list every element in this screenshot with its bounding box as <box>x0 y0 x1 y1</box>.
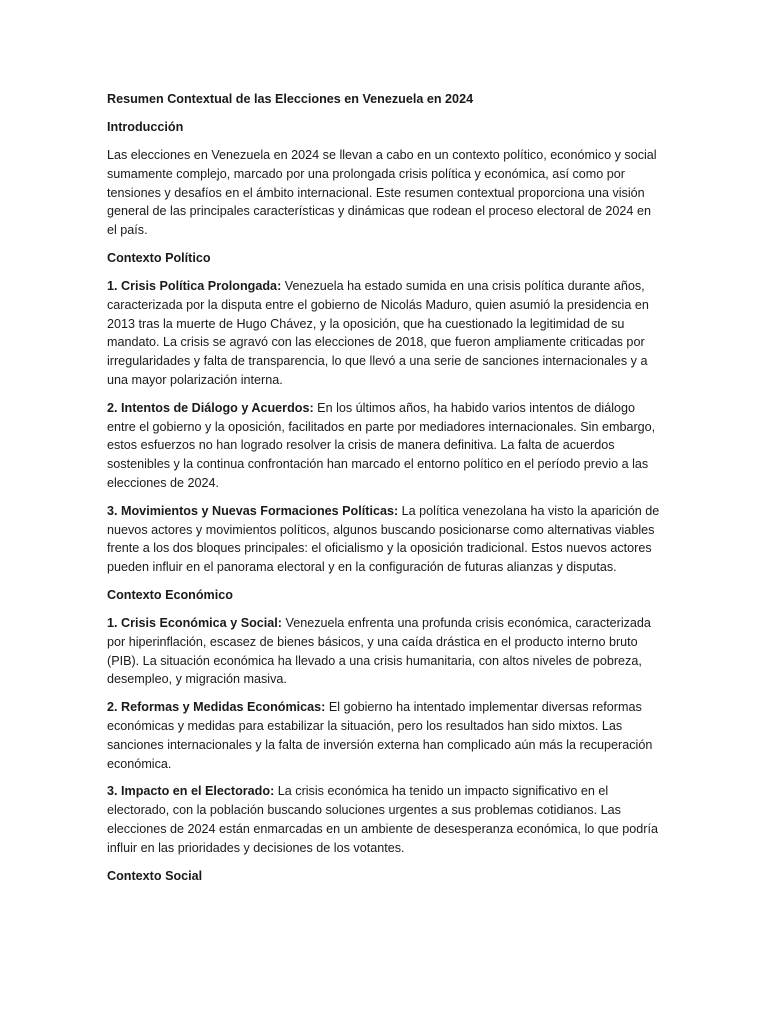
section-heading-contexto-politico: Contexto Político <box>107 250 211 265</box>
economic-item-2-lead: 2. Reformas y Medidas Económicas: <box>107 700 326 715</box>
section-heading-introduccion: Introducción <box>107 120 184 134</box>
political-item-2 <box>107 399 662 493</box>
political-item-1 <box>107 277 662 390</box>
political-item-3 <box>107 502 662 577</box>
document-title: Resumen Contextual de las Elecciones en Venezuela en 2024 <box>107 92 474 106</box>
economic-item-2 <box>107 698 662 773</box>
political-item-1-lead: 1. Crisis Política Prolongada: <box>107 278 282 293</box>
economic-item-3-text: La crisis económica ha tenido un impacto significativo en el electorado, con la población buscando soluciones urgentes a sus problemas cotidianos. Las elecciones de 2024 están enmarcadas en un ambiente de desesperanza económica, lo que podría influir en las prioridades y decisiones de los votantes. <box>107 784 659 855</box>
economic-item-2-text: El gobierno ha intentado implementar diversas reformas económicas y medidas para estabilizar la situación, pero los resultados han sido mixtos. Las sanciones internacionales y la falta de inversión externa han complicado aún más la recuperación económica. <box>107 700 653 771</box>
political-item-3-text: La política venezolana ha visto la aparición de nuevos actores y movimientos políticos, algunos buscando posicionarse como alternativas viables frente a los dos bloques principales: el oficialismo y la oposición tradicional. Estos nuevos actores pueden influir en el panorama electoral y en la configuración de futuras alianzas y disputas. <box>107 503 660 575</box>
section-heading-contexto-economico: Contexto Económico <box>107 587 233 602</box>
political-item-3-lead: 3. Movimientos y Nuevas Formaciones Políticas: <box>107 503 399 518</box>
economic-item-3 <box>107 782 662 857</box>
economic-item-3-lead: 3. Impacto en el Electorado: <box>107 784 275 799</box>
political-item-2-lead: 2. Intentos de Diálogo y Acuerdos: <box>107 400 314 415</box>
intro-paragraph: Las elecciones en Venezuela en 2024 se llevan a cabo en un contexto político, económico y social sumamente complejo, marcado por una prolongada crisis política y económica, así como por tensiones y desafíos en el ámbito internacional. Este resumen contextual proporciona una visión general de las principales características y dinámicas que rodean el proceso electoral de 2024 en el país. <box>107 148 657 238</box>
economic-item-1 <box>107 614 662 689</box>
political-item-1-text: Venezuela ha estado sumida en una crisis política durante años, caracterizada por la disputa entre el gobierno de Nicolás Maduro, quien asumió la presidencia en 2013 tras la muerte de Hugo Chávez, y la oposición, que ha cuestionado la legitimidad de su mandato. La crisis se agravó con las elecciones de 2018, que fueron ampliamente criticadas por irregularidades y falta de transparencia, lo que llevó a una serie de sanciones internacionales y a una mayor polarización interna. <box>107 278 649 387</box>
section-heading-contexto-social: Contexto Social <box>107 868 203 883</box>
economic-item-1-lead: 1. Crisis Económica y Social: <box>107 615 282 630</box>
document-page <box>107 90 662 895</box>
political-item-2-text: En los últimos años, ha habido varios intentos de diálogo entre el gobierno y la oposición, facilitados en parte por mediadores internacionales. Sin embargo, estos esfuerzos no han logrado resolver la crisis de manera definitiva. La falta de acuerdos sostenibles y la continua confrontación han marcado el entorno político en el período previo a las elecciones de 2024. <box>107 400 656 490</box>
economic-item-1-text: Venezuela enfrenta una profunda crisis económica, caracterizada por hiperinflación, escasez de bienes básicos, y una caída drástica en el producto interno bruto (PIB). La situación económica ha llevado a una crisis humanitaria, con altos niveles de pobreza, desempleo, y migración masiva. <box>107 615 651 687</box>
